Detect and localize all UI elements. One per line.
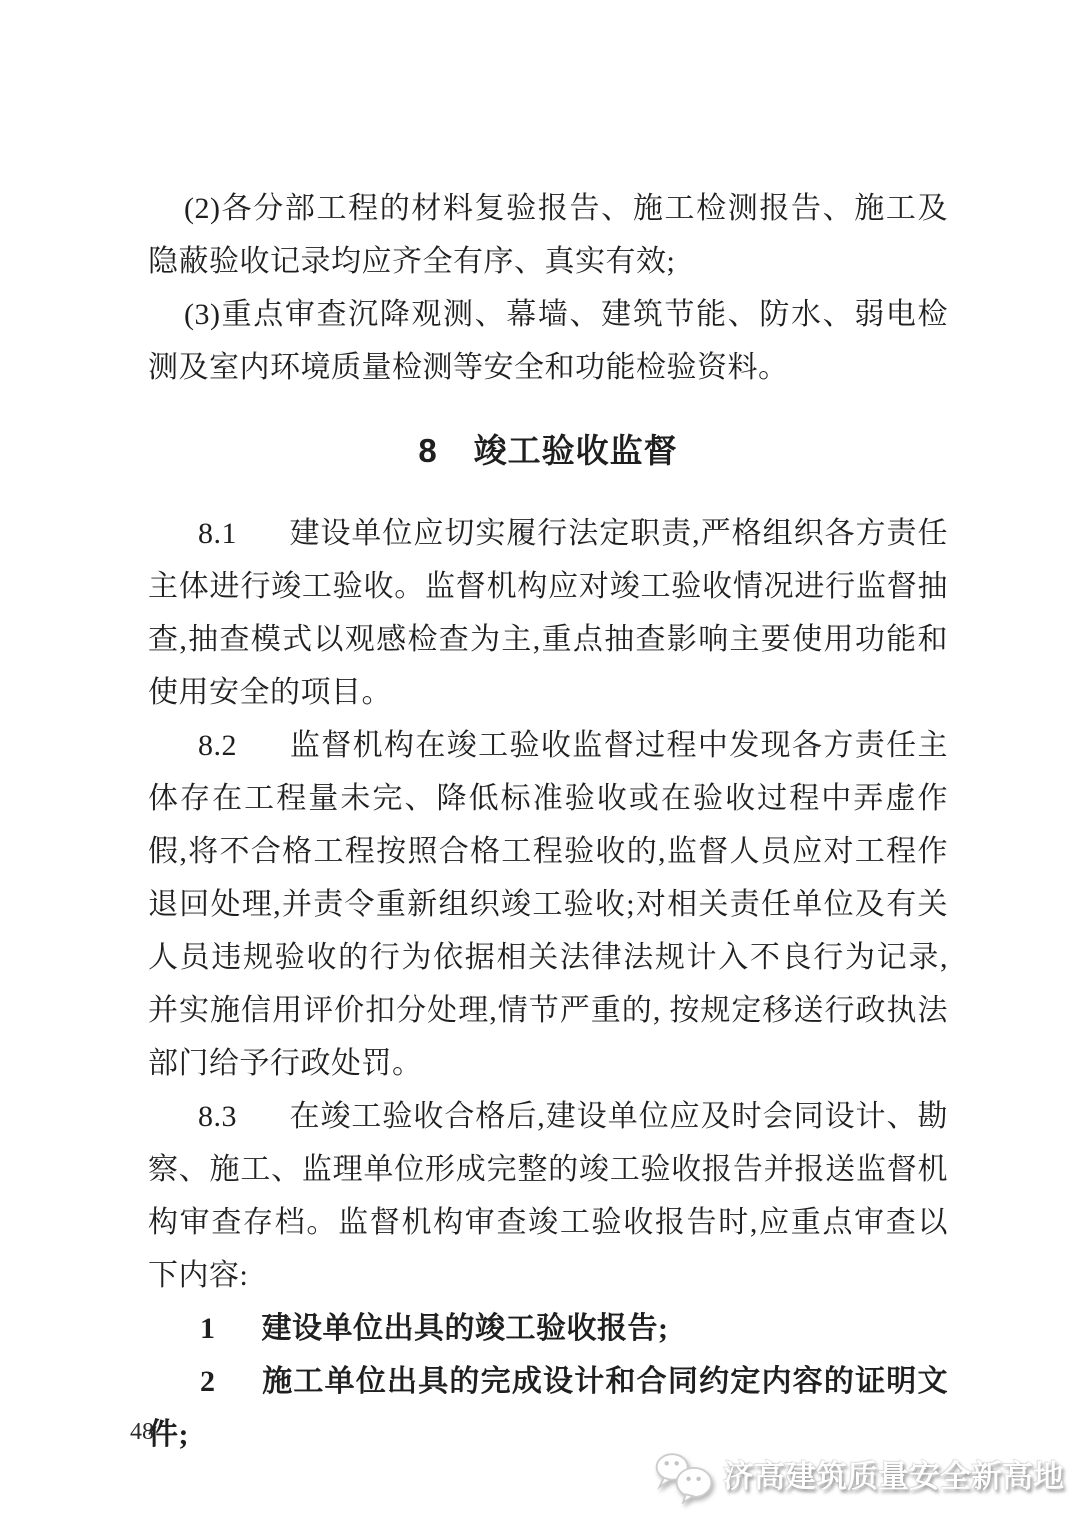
review-item-2	[148, 1355, 948, 1461]
review-item-1	[148, 1302, 948, 1355]
watermark-text: 济高建筑质量安全新高地	[723, 1459, 1064, 1494]
review-item-2-number: 2	[200, 1365, 216, 1398]
section-heading-title: 竣工验收监督	[473, 432, 678, 469]
section-heading	[148, 424, 948, 477]
clause-8-1-number: 8.1	[198, 517, 237, 550]
page-number: 48	[130, 1419, 154, 1445]
review-item-1-text: 建设单位出具的竣工验收报告;	[261, 1312, 669, 1345]
document-body	[148, 182, 948, 1461]
wechat-icon	[653, 1450, 715, 1504]
paragraph-key-inspection-data: (3)重点审查沉降观测、幕墙、建筑节能、防水、弱电检测及室内环境质量检测等安全和功能检验资料。	[148, 298, 948, 384]
clause-8-3	[148, 1090, 948, 1302]
clause-8-1-text: 建设单位应切实履行法定职责,严格组织各方责任主体进行竣工验收。监督机构应对竣工验收情况进行监督抽查,抽查模式以观感检查为主,重点抽查影响主要使用功能和使用安全的项目。	[148, 517, 948, 709]
review-item-2-text: 施工单位出具的完成设计和合同约定内容的证明文件;	[148, 1365, 948, 1451]
watermark	[653, 1450, 1064, 1504]
clause-8-2-number: 8.2	[198, 729, 237, 762]
clause-8-3-text: 在竣工验收合格后,建设单位应及时会同设计、勘察、施工、监理单位形成完整的竣工验收报告并报送监督机构审查存档。监督机构审查竣工验收报告时,应重点审查以下内容:	[148, 1100, 948, 1292]
clause-8-2	[148, 719, 948, 1090]
clause-8-1	[148, 507, 948, 719]
review-item-1-number: 1	[200, 1312, 216, 1345]
clause-8-2-text: 监督机构在竣工验收监督过程中发现各方责任主体存在工程量未完、降低标准验收或在验收过程中弄虚作假,将不合格工程按照合格工程验收的,监督人员应对工程作退回处理,并责令重新组织竣工验收;对相关责任单位及有关人员违规验收的行为依据相关法律法规计入不良行为记录,并实施信用评价扣分处理,情节严重的, 按规定移送行政执法部门给予行政处罚。	[148, 729, 948, 1080]
clause-8-3-number: 8.3	[198, 1100, 237, 1133]
paragraph-materials-review: (2)各分部工程的材料复验报告、施工检测报告、施工及隐蔽验收记录均应齐全有序、真实有效;	[148, 192, 948, 278]
section-heading-number: 8	[418, 432, 438, 469]
